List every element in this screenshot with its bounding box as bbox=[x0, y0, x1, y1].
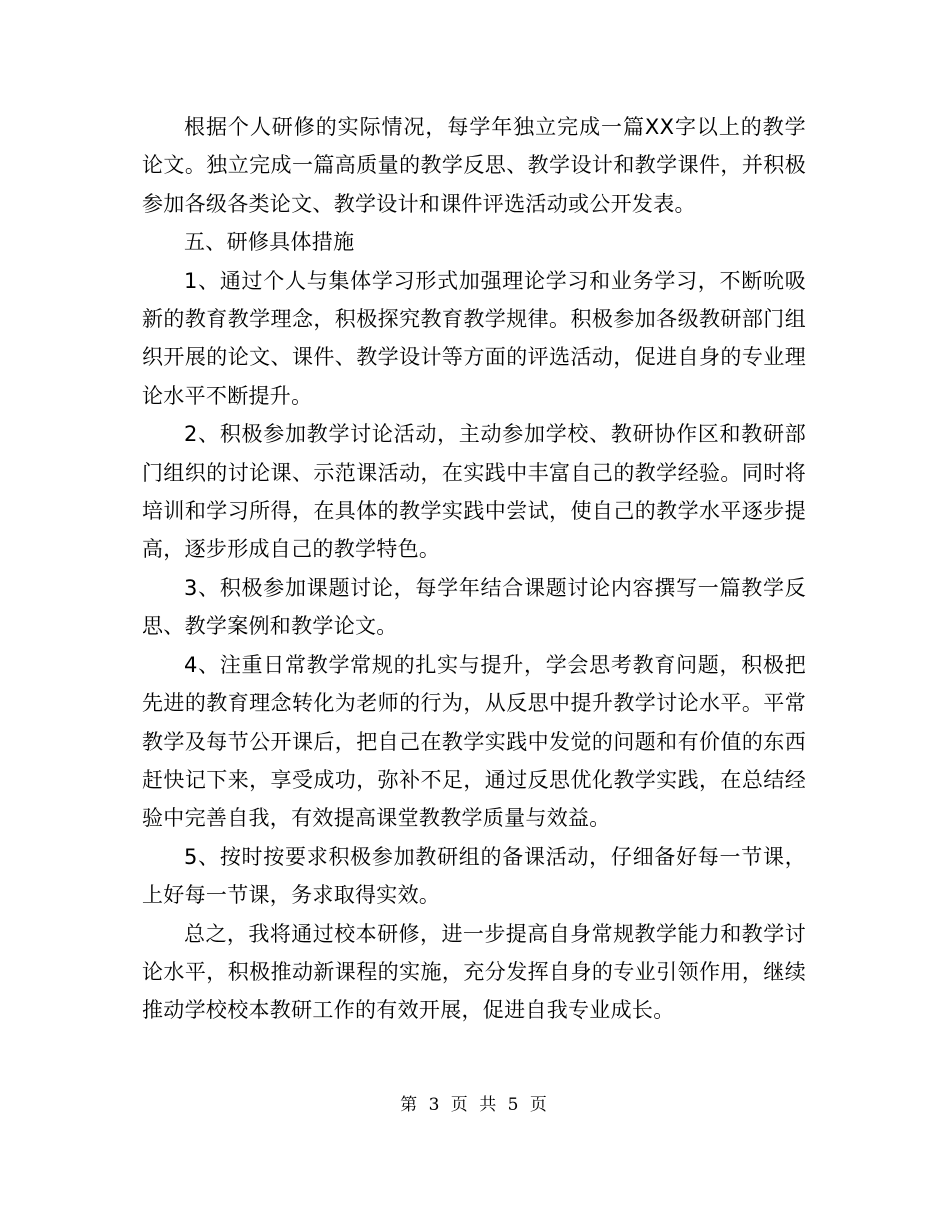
section-heading-measures: 五、研修具体措施 bbox=[184, 230, 355, 255]
paragraph-measure-4: 4、注重日常教学常规的扎实与提升，学会思考教育问题，积极把先进的教育理念转化为老师的行为，从反思中提升教学讨论水平。平常教学及每节公开课后，把自己在教学实践中发觉的问题和有价值的东西赶快记下来，享受成功，弥补不足，通过反思优化教学实践，在总结经验中完善自我，有效提高课堂教教学质量与效益。 bbox=[142, 652, 806, 831]
paragraph-measure-3: 3、积极参加课题讨论，每学年结合课题讨论内容撰写一篇教学反思、教学案例和教学论文。 bbox=[142, 575, 806, 639]
paragraph-summary: 总之，我将通过校本研修，进一步提高自身常规教学能力和教学讨论水平，积极推动新课程的实施，充分发挥自身的专业引领作用，继续推动学校校本教研工作的有效开展，促进自我专业成长。 bbox=[142, 921, 806, 1023]
document-body bbox=[142, 108, 806, 1030]
paragraph-measure-2: 2、积极参加教学讨论活动，主动参加学校、教研协作区和教研部门组织的讨论课、示范课活动，在实践中丰富自己的教学经验。同时将培训和学习所得，在具体的教学实践中尝试，使自己的教学水平逐步提高，逐步形成自己的教学特色。 bbox=[142, 422, 806, 562]
paragraph-measure-1: 1、通过个人与集体学习形式加强理论学习和业务学习，不断吮吸新的教育教学理念，积极探究教育教学规律。积极参加各级教研部门组织开展的论文、课件、教学设计等方面的评选活动，促进自身的专业理论水平不断提升。 bbox=[142, 268, 806, 408]
paragraph-thesis-goal: 根据个人研修的实际情况，每学年独立完成一篇XX字以上的教学论文。独立完成一篇高质量的教学反思、教学设计和教学课件，并积极参加各级各类论文、教学设计和课件评选活动或公开发表。 bbox=[142, 115, 806, 216]
page-number-footer: 第 3 页 共 5 页 bbox=[400, 1095, 550, 1115]
paragraph-measure-5: 5、按时按要求积极参加教研组的备课活动，仔细备好每一节课，上好每一节课，务求取得实效。 bbox=[142, 844, 806, 908]
